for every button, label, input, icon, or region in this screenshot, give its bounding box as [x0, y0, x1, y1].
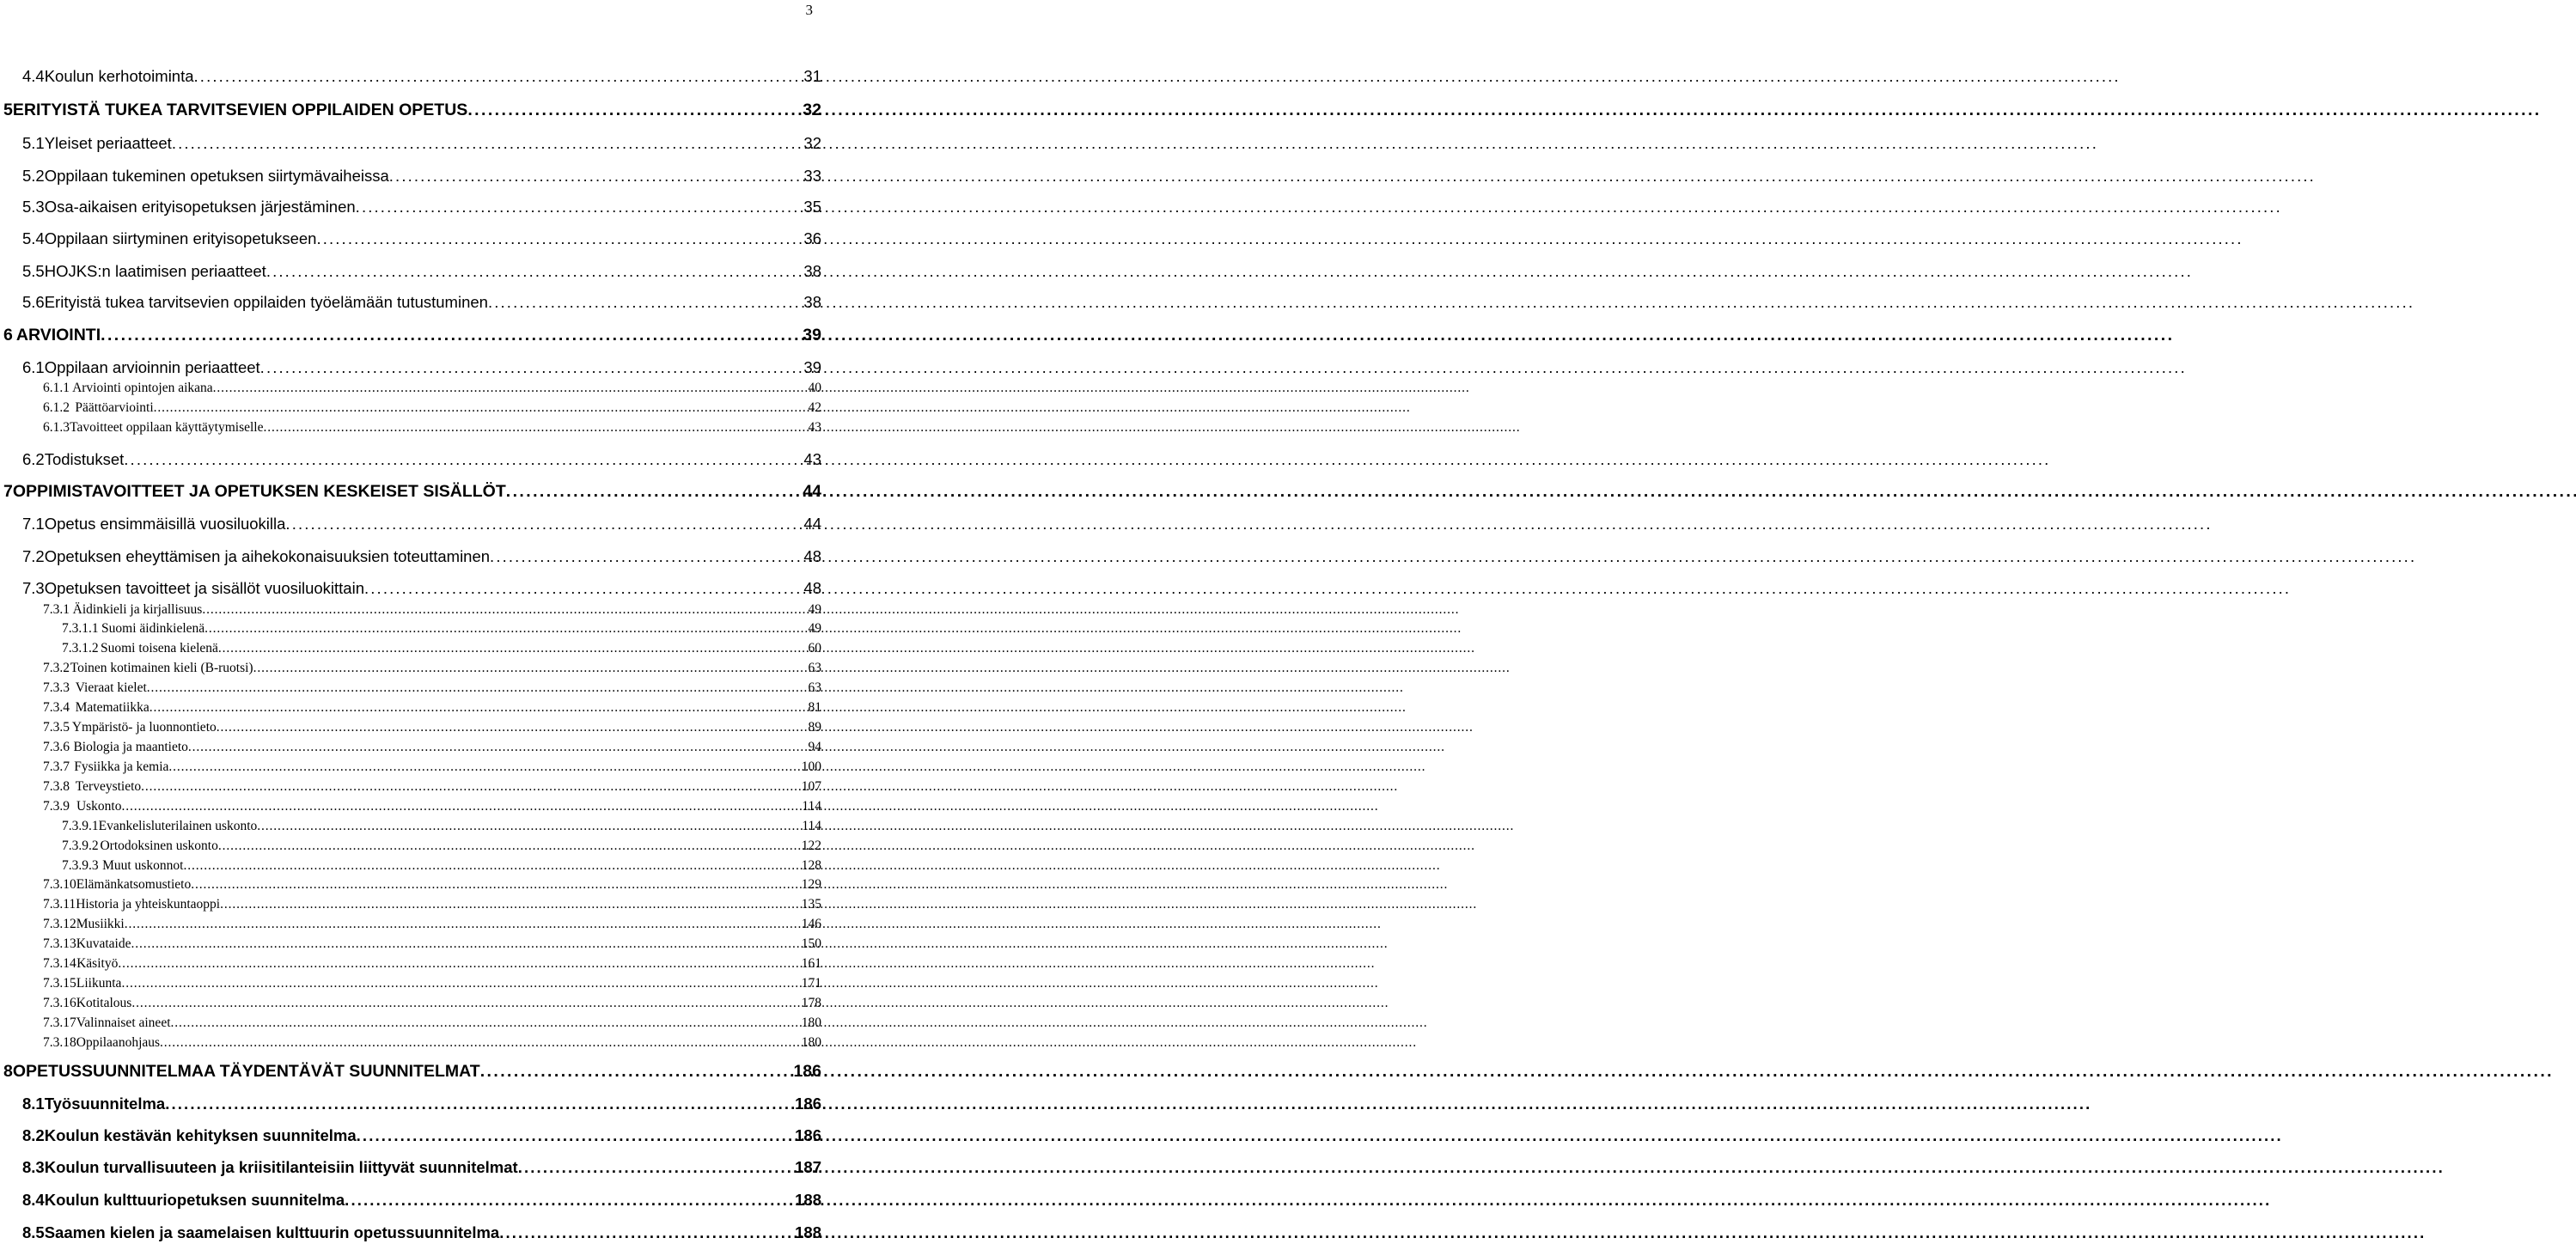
dot-leader — [118, 956, 799, 972]
dot-leader — [101, 326, 801, 345]
toc-entry-title: HOJKS:n laatimisen periaatteet — [44, 262, 266, 280]
toc-entry-page: 150 — [801, 936, 821, 951]
toc-entry-number: 7.3.9.2 — [62, 838, 99, 853]
toc-entry — [0, 450, 821, 469]
toc-entry — [0, 579, 821, 598]
toc-entry-page: 63 — [808, 661, 821, 675]
dot-leader — [285, 515, 802, 534]
toc-entry-title: Liikunta — [76, 976, 122, 991]
toc-entry-title: Fysiikka ja kemia — [74, 759, 169, 774]
toc-entry-page: 187 — [795, 1158, 821, 1176]
toc-entry-page: 178 — [801, 996, 821, 1010]
dot-leader — [257, 819, 800, 834]
toc-entry-page: 186 — [795, 1095, 821, 1113]
toc-entry-number: 5.4 — [22, 229, 45, 247]
toc-entry-title: Opetuksen eheyttämisen ja aihekokonaisuuksien toteuttaminen — [44, 547, 491, 565]
toc-entry-page: 44 — [803, 482, 821, 501]
dot-leader — [260, 358, 803, 377]
toc-entry-page: 89 — [808, 720, 821, 735]
toc-entry — [0, 198, 821, 216]
toc-entry-page: 63 — [808, 680, 821, 695]
toc-entry-number: 7.3.15 — [43, 976, 76, 991]
page-number: 3 — [805, 2, 813, 18]
dot-leader — [480, 1062, 792, 1082]
toc-entry-number: 5.6 — [22, 293, 45, 311]
toc-entry-number: 7.3.1.1 — [62, 621, 99, 636]
toc-entry — [0, 1095, 821, 1113]
toc-entry-number: 8.3 — [22, 1158, 45, 1176]
toc-entry-page: 44 — [803, 515, 821, 533]
toc-entry-page: 32 — [803, 134, 821, 152]
toc-entry-title: Terveystieto — [75, 779, 142, 794]
toc-entry-number: 5.5 — [22, 262, 45, 280]
toc-entry-number: 5.1 — [22, 134, 45, 152]
dot-leader — [263, 420, 806, 436]
toc-entry-number: 6.2 — [22, 450, 45, 468]
toc-entry-page: 43 — [803, 450, 821, 468]
toc-entry-number: 6.1.1 — [43, 381, 70, 395]
toc-entry — [0, 838, 821, 854]
dot-leader — [154, 400, 806, 416]
toc-entry-number: 7.3.7 — [43, 759, 70, 774]
toc-entry — [0, 976, 821, 991]
dot-leader — [217, 720, 807, 735]
toc-entry-title: Käsityö — [76, 956, 119, 971]
toc-entry-page: 39 — [803, 326, 821, 345]
toc-entry — [0, 101, 821, 120]
toc-entry — [0, 936, 821, 952]
toc-entry-number: 7.3.2 — [43, 661, 70, 675]
toc-entry-title: Ortodoksinen uskonto — [100, 838, 218, 853]
toc-entry-number: 7.3.14 — [43, 956, 76, 971]
toc-entry — [0, 262, 821, 281]
dot-leader — [194, 67, 803, 86]
dot-leader — [131, 996, 799, 1011]
toc-entry-number: 7.3.10 — [43, 877, 76, 892]
toc-entry — [0, 67, 821, 86]
dot-leader — [218, 838, 800, 854]
toc-entry-number: 7.3.16 — [43, 996, 76, 1010]
toc-entry-number: 7.1 — [22, 515, 45, 533]
toc-entry — [0, 917, 821, 932]
toc-entry-title: Opetus ensimmäisillä vuosiluokilla — [44, 515, 286, 533]
dot-leader — [364, 579, 802, 598]
dot-leader — [121, 976, 799, 991]
toc-entry — [0, 134, 821, 153]
dot-leader — [204, 621, 806, 637]
toc-entry-title: Uskonto — [76, 799, 122, 814]
dot-leader — [357, 1126, 793, 1145]
toc-entry-number: 7.3.4 — [43, 700, 70, 715]
toc-entry-page: 31 — [803, 67, 821, 85]
toc-entry-page: 129 — [801, 877, 821, 892]
toc-entry — [0, 996, 821, 1011]
toc-entry-number: 7 — [3, 482, 13, 501]
toc-entry-number: 7.3.9.1 — [62, 819, 99, 833]
toc-entry — [0, 400, 821, 416]
toc-entry — [0, 621, 821, 637]
toc-entry-page: 188 — [795, 1191, 821, 1209]
toc-entry-number: 7.3.11 — [43, 897, 76, 912]
toc-entry — [0, 1126, 821, 1145]
toc-entry-page: 49 — [808, 621, 821, 636]
toc-entry-page: 38 — [803, 262, 821, 280]
toc-entry — [0, 759, 821, 775]
toc-entry-page: 38 — [803, 293, 821, 311]
dot-leader — [499, 1223, 793, 1242]
toc-entry-number: 6.1.3 — [43, 420, 70, 435]
toc-entry-page: 114 — [802, 819, 821, 833]
toc-entry-number: 7.3.12 — [43, 917, 76, 931]
toc-entry-title: Opetuksen tavoitteet ja sisällöt vuosiluokittain — [44, 579, 364, 597]
toc-entry-title: Koulun kulttuuriopetuksen suunnitelma — [44, 1191, 345, 1209]
toc-entry-number: 6.1 — [22, 358, 45, 376]
toc-entry-title: Musiikki — [76, 917, 125, 931]
dot-leader — [220, 897, 800, 912]
toc-entry-title: ARVIOINTI — [15, 326, 101, 345]
toc-entry-page: 48 — [803, 579, 821, 597]
toc-entry — [0, 293, 821, 312]
toc-entry-title: Elämänkatsomustieto — [76, 877, 192, 892]
toc-entry-number: 7.3.8 — [43, 779, 70, 794]
dot-leader — [253, 661, 807, 676]
toc-entry-page: 81 — [808, 700, 822, 715]
toc-entry-number: 7.2 — [22, 547, 45, 565]
toc-entry-number: 8.1 — [22, 1095, 45, 1113]
toc-entry-page: 48 — [803, 547, 821, 565]
toc-entry-title: Kotitalous — [76, 996, 132, 1010]
toc-entry-page: 94 — [808, 740, 821, 754]
toc-entry — [0, 515, 821, 534]
toc-entry-title: Työsuunnitelma — [44, 1095, 166, 1113]
toc-entry-number: 5.3 — [22, 198, 45, 216]
toc-entry-title: Arviointi opintojen aikana — [72, 381, 213, 395]
toc-entry — [0, 167, 821, 186]
toc-entry-number: 8.2 — [22, 1126, 45, 1144]
toc-entry — [0, 779, 821, 795]
toc-entry-page: 135 — [801, 897, 821, 912]
toc-entry-page: 171 — [801, 976, 821, 991]
toc-entry-title: Saamen kielen ja saamelaisen kulttuurin opetussuunnitelma — [44, 1223, 500, 1241]
toc-entry-number: 4.4 — [22, 67, 45, 85]
dot-leader — [172, 134, 803, 153]
toc-entry-number: 6 — [3, 326, 13, 345]
toc-entry-page: 60 — [808, 641, 821, 656]
toc-entry-title: Matematiikka — [75, 700, 150, 715]
toc-entry-page: 186 — [795, 1126, 821, 1144]
dot-leader — [131, 936, 799, 952]
dot-leader — [266, 262, 803, 281]
dot-leader — [213, 381, 807, 396]
dot-leader — [125, 917, 800, 932]
dot-leader — [160, 1035, 800, 1051]
toc-entry — [0, 858, 821, 874]
toc-entry-title: Yleiset periaatteet — [44, 134, 172, 152]
toc-entry — [0, 547, 821, 566]
toc-entry — [0, 680, 821, 696]
toc-entry-page: 122 — [801, 838, 821, 853]
toc-entry-title: Vieraat kielet — [75, 680, 147, 695]
toc-entry-number: 7.3.9.3 — [62, 858, 99, 873]
toc-entry-title: OPETUSSUUNNITELMAA TÄYDENTÄVÄT SUUNNITELMAT — [12, 1062, 480, 1081]
toc-entry — [0, 1223, 821, 1242]
toc-entry-page: 100 — [801, 759, 821, 774]
toc-entry — [0, 720, 821, 735]
toc-entry — [0, 1035, 821, 1051]
toc-entry-title: Äidinkieli ja kirjallisuus — [72, 602, 203, 617]
dot-leader — [171, 1015, 800, 1031]
toc-entry-number: 7.3.18 — [43, 1035, 76, 1050]
toc-entry-page: 39 — [803, 358, 821, 376]
toc-entry-title: Biologia ja maantieto — [73, 740, 188, 754]
dot-leader — [316, 229, 802, 248]
toc-entry-title: Oppilaan siirtyminen erityisopetukseen — [44, 229, 317, 247]
toc-entry-number: 8 — [3, 1062, 13, 1081]
toc-entry-title: Koulun kestävän kehityksen suunnitelma — [44, 1126, 357, 1144]
toc-entry-title: Historia ja yhteiskuntaoppi — [76, 897, 221, 912]
dot-leader — [488, 293, 802, 312]
toc-entry-page: 188 — [795, 1223, 821, 1241]
toc-entry-page: 35 — [803, 198, 821, 216]
toc-entry-number: 7.3.6 — [43, 740, 70, 754]
dot-leader — [345, 1191, 793, 1210]
toc-entry-page: 180 — [801, 1035, 821, 1050]
toc-entry-number: 7.3.9 — [43, 799, 70, 814]
toc-entry-title: Suomi äidinkielenä — [101, 621, 205, 636]
toc-entry-number: 5 — [3, 101, 13, 119]
toc-entry — [0, 740, 821, 755]
toc-entry-title: Erityistä tukea tarvitsevien oppilaiden työelämään tutustuminen — [44, 293, 488, 311]
dot-leader — [490, 547, 802, 566]
toc-entry — [0, 482, 821, 502]
toc-entry-number: 8.4 — [22, 1191, 45, 1209]
toc-entry-number: 6.1.2 — [43, 400, 70, 415]
toc-entry-title: Oppilaan tukeminen opetuksen siirtymävaiheissa — [44, 167, 389, 185]
toc-entry-page: 42 — [808, 400, 822, 415]
toc-entry — [0, 819, 821, 834]
toc-entry-number: 7.3.5 — [43, 720, 70, 735]
dot-leader — [188, 740, 806, 755]
dot-leader — [356, 198, 803, 216]
dot-leader — [168, 759, 799, 775]
toc-entry-title: Valinnaiset aineet — [76, 1015, 171, 1030]
toc-entry-title: Evankelisluterilainen uskonto — [98, 819, 258, 833]
toc-entry — [0, 661, 821, 676]
toc-entry-title: Kuvataide — [76, 936, 131, 951]
toc-entry — [0, 1191, 821, 1210]
toc-entry — [0, 956, 821, 972]
toc-entry-title: Koulun turvallisuuteen ja kriisitilanteisiin liittyvät suunnitelmat — [44, 1158, 518, 1176]
toc-entry — [0, 1158, 821, 1177]
toc-entry-title: Oppilaanohjaus — [76, 1035, 161, 1050]
toc-entry — [0, 602, 821, 618]
dot-leader — [191, 877, 800, 893]
dot-leader — [165, 1095, 793, 1113]
dot-leader — [121, 799, 800, 814]
dot-leader — [518, 1158, 793, 1177]
toc-entry-number: 7.3.1 — [43, 602, 70, 617]
toc-entry — [0, 1015, 821, 1031]
dot-leader — [141, 779, 800, 795]
toc-entry — [0, 381, 821, 396]
toc-entry-number: 7.3.17 — [43, 1015, 76, 1030]
toc-entry-page: 180 — [801, 1015, 821, 1030]
toc-entry-title: Oppilaan arvioinnin periaatteet — [44, 358, 260, 376]
toc-entry-title: Muut uskonnot — [102, 858, 184, 873]
dot-leader — [124, 450, 802, 469]
toc-entry-page: 114 — [802, 799, 821, 814]
toc-entry-page: 161 — [801, 956, 821, 971]
toc-entry — [0, 641, 821, 656]
toc-entry — [0, 799, 821, 814]
toc-entry-page: 146 — [801, 917, 821, 931]
toc-entry — [0, 229, 821, 248]
toc-entry-title: Koulun kerhotoiminta — [44, 67, 194, 85]
dot-leader — [467, 101, 801, 120]
dot-leader — [147, 680, 805, 696]
dot-leader — [389, 167, 803, 186]
toc-entry-number: 8.5 — [22, 1223, 45, 1241]
toc-entry-title: Tavoitteet oppilaan käyttäytymiselle — [70, 420, 264, 435]
toc-entry-title: Toinen kotimainen kieli (B-ruotsi) — [70, 661, 253, 675]
toc-entry-number: 7.3.3 — [43, 680, 70, 695]
toc-entry-number: 5.2 — [22, 167, 45, 185]
dot-leader — [183, 858, 799, 874]
toc-entry-page: 107 — [801, 779, 821, 794]
toc-entry-title: Suomi toisena kielenä — [101, 641, 218, 656]
toc-entry-number: 7.3 — [22, 579, 45, 597]
toc-entry — [0, 326, 821, 345]
toc-entry-page: 36 — [803, 229, 821, 247]
toc-entry-title: OPPIMISTAVOITTEET JA OPETUKSEN KESKEISET SISÄLLÖT — [12, 482, 506, 501]
toc-entry-page: 43 — [808, 420, 821, 435]
toc-entry-title: Todistukset — [44, 450, 125, 468]
dot-leader — [506, 482, 802, 502]
toc-entry-title: Ympäristö- ja luonnontieto — [71, 720, 217, 735]
dot-leader — [150, 700, 806, 716]
toc-entry — [0, 420, 821, 436]
dot-leader — [218, 641, 807, 656]
toc-entry-page: 49 — [808, 602, 821, 617]
toc-entry-page: 186 — [793, 1062, 821, 1081]
toc-entry-page: 40 — [808, 381, 821, 395]
toc-entry-number: 7.3.13 — [43, 936, 76, 951]
toc-entry — [0, 897, 821, 912]
toc-entry — [0, 877, 821, 893]
toc-entry-title: ERITYISTÄ TUKEA TARVITSEVIEN OPPILAIDEN OPETUS — [12, 101, 468, 119]
toc-entry-page: 32 — [803, 101, 821, 119]
toc-entry-page: 33 — [803, 167, 821, 185]
toc-entry — [0, 358, 821, 377]
toc-entry-title: Osa-aikaisen erityisopetuksen järjestäminen — [44, 198, 356, 216]
toc-entry-number: 7.3.1.2 — [62, 641, 99, 656]
toc-entry-title: Päättöarviointi — [75, 400, 154, 415]
toc-entry-page: 128 — [801, 858, 821, 873]
toc-entry — [0, 700, 821, 716]
dot-leader — [202, 602, 806, 618]
toc-entry — [0, 1062, 821, 1082]
